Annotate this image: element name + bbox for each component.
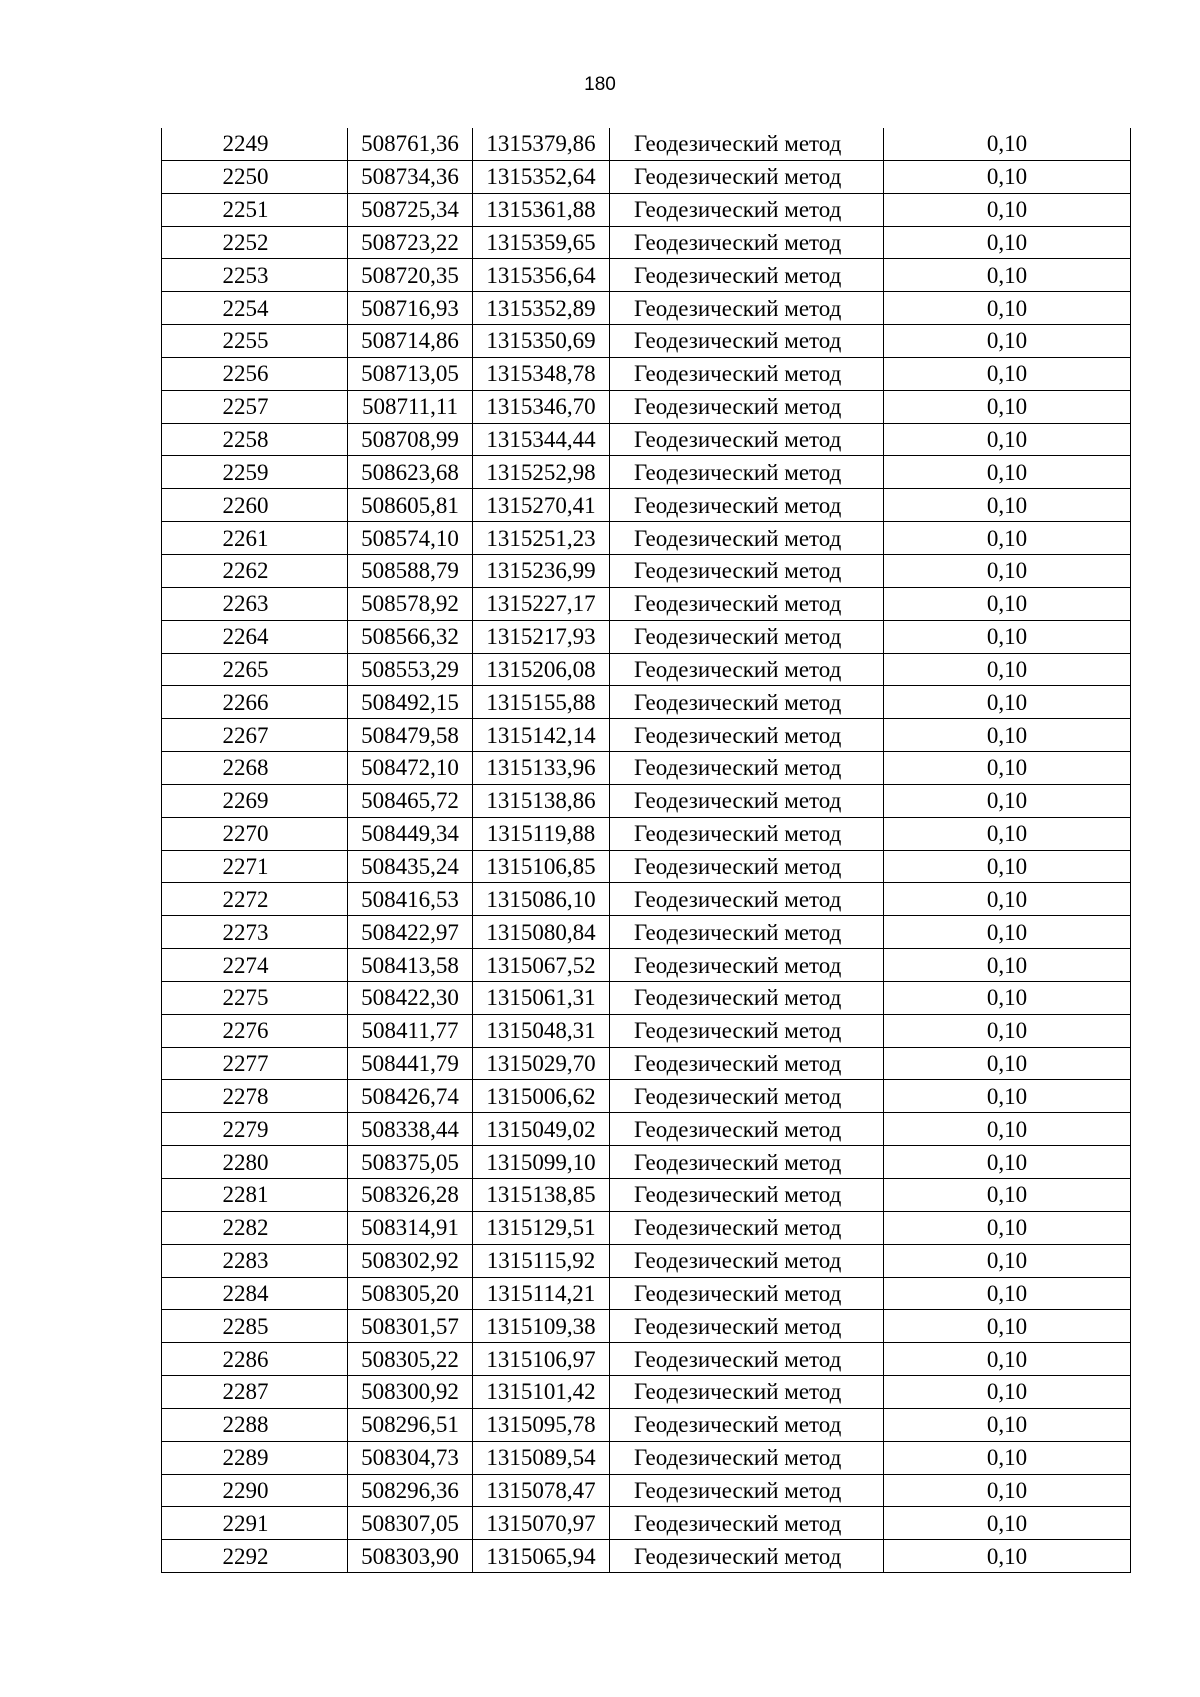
method-cell: Геодезический метод xyxy=(610,423,884,456)
point-number-cell: 2272 xyxy=(162,883,348,916)
y-coordinate-cell: 1315236,99 xyxy=(473,554,610,587)
x-coordinate-cell: 508449,34 xyxy=(348,817,473,850)
x-coordinate-cell: 508479,58 xyxy=(348,719,473,752)
point-number-cell: 2265 xyxy=(162,653,348,686)
method-cell: Геодезический метод xyxy=(610,1080,884,1113)
table-row xyxy=(162,1179,1131,1212)
method-cell: Геодезический метод xyxy=(610,160,884,193)
point-number-cell: 2277 xyxy=(162,1047,348,1080)
y-coordinate-cell: 1315138,85 xyxy=(473,1179,610,1212)
accuracy-cell: 0,10 xyxy=(884,1014,1131,1047)
point-number-cell: 2286 xyxy=(162,1343,348,1376)
x-coordinate-cell: 508411,77 xyxy=(348,1014,473,1047)
method-cell: Геодезический метод xyxy=(610,193,884,226)
accuracy-cell: 0,10 xyxy=(884,1408,1131,1441)
accuracy-cell: 0,10 xyxy=(884,128,1131,160)
y-coordinate-cell: 1315352,89 xyxy=(473,292,610,325)
x-coordinate-cell: 508574,10 xyxy=(348,522,473,555)
accuracy-cell: 0,10 xyxy=(884,325,1131,358)
method-cell: Геодезический метод xyxy=(610,292,884,325)
accuracy-cell: 0,10 xyxy=(884,916,1131,949)
method-cell: Геодезический метод xyxy=(610,1211,884,1244)
point-number-cell: 2273 xyxy=(162,916,348,949)
table-row xyxy=(162,193,1131,226)
x-coordinate-cell: 508416,53 xyxy=(348,883,473,916)
method-cell: Геодезический метод xyxy=(610,719,884,752)
x-coordinate-cell: 508720,35 xyxy=(348,259,473,292)
table-row xyxy=(162,226,1131,259)
point-number-cell: 2290 xyxy=(162,1474,348,1507)
accuracy-cell: 0,10 xyxy=(884,1376,1131,1409)
x-coordinate-cell: 508326,28 xyxy=(348,1179,473,1212)
y-coordinate-cell: 1315115,92 xyxy=(473,1244,610,1277)
accuracy-cell: 0,10 xyxy=(884,752,1131,785)
x-coordinate-cell: 508605,81 xyxy=(348,489,473,522)
accuracy-cell: 0,10 xyxy=(884,456,1131,489)
method-cell: Геодезический метод xyxy=(610,653,884,686)
method-cell: Геодезический метод xyxy=(610,883,884,916)
accuracy-cell: 0,10 xyxy=(884,226,1131,259)
y-coordinate-cell: 1315348,78 xyxy=(473,357,610,390)
table-row xyxy=(162,1211,1131,1244)
method-cell: Геодезический метод xyxy=(610,1343,884,1376)
point-number-cell: 2276 xyxy=(162,1014,348,1047)
x-coordinate-cell: 508734,36 xyxy=(348,160,473,193)
accuracy-cell: 0,10 xyxy=(884,1540,1131,1573)
accuracy-cell: 0,10 xyxy=(884,1244,1131,1277)
x-coordinate-cell: 508296,51 xyxy=(348,1408,473,1441)
table-row xyxy=(162,1540,1131,1573)
x-coordinate-cell: 508296,36 xyxy=(348,1474,473,1507)
y-coordinate-cell: 1315356,64 xyxy=(473,259,610,292)
point-number-cell: 2255 xyxy=(162,325,348,358)
y-coordinate-cell: 1315252,98 xyxy=(473,456,610,489)
x-coordinate-cell: 508761,36 xyxy=(348,128,473,160)
table-row xyxy=(162,1474,1131,1507)
x-coordinate-cell: 508566,32 xyxy=(348,620,473,653)
point-number-cell: 2275 xyxy=(162,981,348,1014)
point-number-cell: 2250 xyxy=(162,160,348,193)
x-coordinate-cell: 508716,93 xyxy=(348,292,473,325)
accuracy-cell: 0,10 xyxy=(884,850,1131,883)
point-number-cell: 2270 xyxy=(162,817,348,850)
table-row xyxy=(162,489,1131,522)
accuracy-cell: 0,10 xyxy=(884,423,1131,456)
table-row xyxy=(162,686,1131,719)
method-cell: Геодезический метод xyxy=(610,1113,884,1146)
accuracy-cell: 0,10 xyxy=(884,1179,1131,1212)
point-number-cell: 2291 xyxy=(162,1507,348,1540)
point-number-cell: 2254 xyxy=(162,292,348,325)
method-cell: Геодезический метод xyxy=(610,1441,884,1474)
method-cell: Геодезический метод xyxy=(610,325,884,358)
method-cell: Геодезический метод xyxy=(610,784,884,817)
x-coordinate-cell: 508338,44 xyxy=(348,1113,473,1146)
table-row xyxy=(162,325,1131,358)
point-number-cell: 2260 xyxy=(162,489,348,522)
y-coordinate-cell: 1315089,54 xyxy=(473,1441,610,1474)
method-cell: Геодезический метод xyxy=(610,522,884,555)
point-number-cell: 2264 xyxy=(162,620,348,653)
table-row xyxy=(162,357,1131,390)
x-coordinate-cell: 508422,97 xyxy=(348,916,473,949)
table-row xyxy=(162,522,1131,555)
method-cell: Геодезический метод xyxy=(610,1507,884,1540)
point-number-cell: 2262 xyxy=(162,554,348,587)
x-coordinate-cell: 508713,05 xyxy=(348,357,473,390)
accuracy-cell: 0,10 xyxy=(884,1211,1131,1244)
method-cell: Геодезический метод xyxy=(610,489,884,522)
accuracy-cell: 0,10 xyxy=(884,653,1131,686)
table-row xyxy=(162,620,1131,653)
accuracy-cell: 0,10 xyxy=(884,686,1131,719)
accuracy-cell: 0,10 xyxy=(884,1146,1131,1179)
y-coordinate-cell: 1315217,93 xyxy=(473,620,610,653)
x-coordinate-cell: 508553,29 xyxy=(348,653,473,686)
x-coordinate-cell: 508304,73 xyxy=(348,1441,473,1474)
point-number-cell: 2259 xyxy=(162,456,348,489)
point-number-cell: 2266 xyxy=(162,686,348,719)
x-coordinate-cell: 508723,22 xyxy=(348,226,473,259)
table-row xyxy=(162,1441,1131,1474)
method-cell: Геодезический метод xyxy=(610,259,884,292)
point-number-cell: 2258 xyxy=(162,423,348,456)
y-coordinate-cell: 1315138,86 xyxy=(473,784,610,817)
table-row xyxy=(162,259,1131,292)
y-coordinate-cell: 1315049,02 xyxy=(473,1113,610,1146)
accuracy-cell: 0,10 xyxy=(884,259,1131,292)
accuracy-cell: 0,10 xyxy=(884,292,1131,325)
x-coordinate-cell: 508303,90 xyxy=(348,1540,473,1573)
table-row xyxy=(162,752,1131,785)
accuracy-cell: 0,10 xyxy=(884,784,1131,817)
point-number-cell: 2285 xyxy=(162,1310,348,1343)
point-number-cell: 2271 xyxy=(162,850,348,883)
x-coordinate-cell: 508426,74 xyxy=(348,1080,473,1113)
table-row xyxy=(162,949,1131,982)
table-row xyxy=(162,1277,1131,1310)
table-row xyxy=(162,1507,1131,1540)
y-coordinate-cell: 1315080,84 xyxy=(473,916,610,949)
coordinates-table xyxy=(161,128,1131,1573)
accuracy-cell: 0,10 xyxy=(884,1441,1131,1474)
y-coordinate-cell: 1315101,42 xyxy=(473,1376,610,1409)
point-number-cell: 2283 xyxy=(162,1244,348,1277)
table-row xyxy=(162,981,1131,1014)
y-coordinate-cell: 1315106,97 xyxy=(473,1343,610,1376)
point-number-cell: 2278 xyxy=(162,1080,348,1113)
point-number-cell: 2279 xyxy=(162,1113,348,1146)
y-coordinate-cell: 1315270,41 xyxy=(473,489,610,522)
y-coordinate-cell: 1315133,96 xyxy=(473,752,610,785)
point-number-cell: 2253 xyxy=(162,259,348,292)
method-cell: Геодезический метод xyxy=(610,1146,884,1179)
point-number-cell: 2292 xyxy=(162,1540,348,1573)
x-coordinate-cell: 508578,92 xyxy=(348,587,473,620)
x-coordinate-cell: 508711,11 xyxy=(348,390,473,423)
method-cell: Геодезический метод xyxy=(610,949,884,982)
method-cell: Геодезический метод xyxy=(610,1376,884,1409)
method-cell: Геодезический метод xyxy=(610,1474,884,1507)
accuracy-cell: 0,10 xyxy=(884,1343,1131,1376)
accuracy-cell: 0,10 xyxy=(884,587,1131,620)
accuracy-cell: 0,10 xyxy=(884,357,1131,390)
point-number-cell: 2261 xyxy=(162,522,348,555)
accuracy-cell: 0,10 xyxy=(884,981,1131,1014)
method-cell: Геодезический метод xyxy=(610,850,884,883)
x-coordinate-cell: 508301,57 xyxy=(348,1310,473,1343)
accuracy-cell: 0,10 xyxy=(884,390,1131,423)
method-cell: Геодезический метод xyxy=(610,916,884,949)
y-coordinate-cell: 1315352,64 xyxy=(473,160,610,193)
table-row xyxy=(162,456,1131,489)
accuracy-cell: 0,10 xyxy=(884,160,1131,193)
y-coordinate-cell: 1315029,70 xyxy=(473,1047,610,1080)
method-cell: Геодезический метод xyxy=(610,981,884,1014)
table-row xyxy=(162,1146,1131,1179)
x-coordinate-cell: 508725,34 xyxy=(348,193,473,226)
point-number-cell: 2251 xyxy=(162,193,348,226)
accuracy-cell: 0,10 xyxy=(884,522,1131,555)
accuracy-cell: 0,10 xyxy=(884,1047,1131,1080)
method-cell: Геодезический метод xyxy=(610,226,884,259)
accuracy-cell: 0,10 xyxy=(884,949,1131,982)
y-coordinate-cell: 1315350,69 xyxy=(473,325,610,358)
accuracy-cell: 0,10 xyxy=(884,1277,1131,1310)
x-coordinate-cell: 508413,58 xyxy=(348,949,473,982)
accuracy-cell: 0,10 xyxy=(884,1310,1131,1343)
table-row xyxy=(162,719,1131,752)
y-coordinate-cell: 1315227,17 xyxy=(473,587,610,620)
accuracy-cell: 0,10 xyxy=(884,554,1131,587)
x-coordinate-cell: 508708,99 xyxy=(348,423,473,456)
method-cell: Геодезический метод xyxy=(610,1540,884,1573)
table-row xyxy=(162,817,1131,850)
table-row xyxy=(162,423,1131,456)
table-row xyxy=(162,850,1131,883)
method-cell: Геодезический метод xyxy=(610,686,884,719)
accuracy-cell: 0,10 xyxy=(884,489,1131,522)
method-cell: Геодезический метод xyxy=(610,620,884,653)
y-coordinate-cell: 1315129,51 xyxy=(473,1211,610,1244)
table-row xyxy=(162,160,1131,193)
y-coordinate-cell: 1315109,38 xyxy=(473,1310,610,1343)
y-coordinate-cell: 1315070,97 xyxy=(473,1507,610,1540)
method-cell: Геодезический метод xyxy=(610,456,884,489)
method-cell: Геодезический метод xyxy=(610,817,884,850)
point-number-cell: 2281 xyxy=(162,1179,348,1212)
table-row xyxy=(162,1343,1131,1376)
x-coordinate-cell: 508492,15 xyxy=(348,686,473,719)
y-coordinate-cell: 1315361,88 xyxy=(473,193,610,226)
x-coordinate-cell: 508305,20 xyxy=(348,1277,473,1310)
point-number-cell: 2263 xyxy=(162,587,348,620)
y-coordinate-cell: 1315086,10 xyxy=(473,883,610,916)
y-coordinate-cell: 1315206,08 xyxy=(473,653,610,686)
table-row xyxy=(162,390,1131,423)
point-number-cell: 2252 xyxy=(162,226,348,259)
method-cell: Геодезический метод xyxy=(610,1244,884,1277)
point-number-cell: 2249 xyxy=(162,128,348,160)
method-cell: Геодезический метод xyxy=(610,357,884,390)
accuracy-cell: 0,10 xyxy=(884,1080,1131,1113)
method-cell: Геодезический метод xyxy=(610,128,884,160)
y-coordinate-cell: 1315114,21 xyxy=(473,1277,610,1310)
table-row xyxy=(162,784,1131,817)
y-coordinate-cell: 1315078,47 xyxy=(473,1474,610,1507)
method-cell: Геодезический метод xyxy=(610,752,884,785)
point-number-cell: 2257 xyxy=(162,390,348,423)
x-coordinate-cell: 508623,68 xyxy=(348,456,473,489)
x-coordinate-cell: 508422,30 xyxy=(348,981,473,1014)
method-cell: Геодезический метод xyxy=(610,1014,884,1047)
y-coordinate-cell: 1315359,65 xyxy=(473,226,610,259)
table-row xyxy=(162,587,1131,620)
accuracy-cell: 0,10 xyxy=(884,620,1131,653)
point-number-cell: 2280 xyxy=(162,1146,348,1179)
point-number-cell: 2284 xyxy=(162,1277,348,1310)
x-coordinate-cell: 508435,24 xyxy=(348,850,473,883)
y-coordinate-cell: 1315067,52 xyxy=(473,949,610,982)
y-coordinate-cell: 1315095,78 xyxy=(473,1408,610,1441)
method-cell: Геодезический метод xyxy=(610,1047,884,1080)
y-coordinate-cell: 1315346,70 xyxy=(473,390,610,423)
table-row xyxy=(162,1310,1131,1343)
table-row xyxy=(162,1047,1131,1080)
x-coordinate-cell: 508314,91 xyxy=(348,1211,473,1244)
x-coordinate-cell: 508714,86 xyxy=(348,325,473,358)
y-coordinate-cell: 1315142,14 xyxy=(473,719,610,752)
x-coordinate-cell: 508472,10 xyxy=(348,752,473,785)
y-coordinate-cell: 1315251,23 xyxy=(473,522,610,555)
accuracy-cell: 0,10 xyxy=(884,1507,1131,1540)
y-coordinate-cell: 1315061,31 xyxy=(473,981,610,1014)
y-coordinate-cell: 1315099,10 xyxy=(473,1146,610,1179)
y-coordinate-cell: 1315119,88 xyxy=(473,817,610,850)
method-cell: Геодезический метод xyxy=(610,587,884,620)
point-number-cell: 2256 xyxy=(162,357,348,390)
y-coordinate-cell: 1315344,44 xyxy=(473,423,610,456)
table-row xyxy=(162,883,1131,916)
table-row xyxy=(162,128,1131,160)
table-row xyxy=(162,916,1131,949)
point-number-cell: 2287 xyxy=(162,1376,348,1409)
method-cell: Геодезический метод xyxy=(610,1408,884,1441)
point-number-cell: 2282 xyxy=(162,1211,348,1244)
y-coordinate-cell: 1315106,85 xyxy=(473,850,610,883)
x-coordinate-cell: 508588,79 xyxy=(348,554,473,587)
y-coordinate-cell: 1315048,31 xyxy=(473,1014,610,1047)
x-coordinate-cell: 508300,92 xyxy=(348,1376,473,1409)
table-row xyxy=(162,653,1131,686)
table-row xyxy=(162,1408,1131,1441)
x-coordinate-cell: 508375,05 xyxy=(348,1146,473,1179)
y-coordinate-cell: 1315379,86 xyxy=(473,128,610,160)
coordinates-table-body xyxy=(162,128,1131,1573)
point-number-cell: 2269 xyxy=(162,784,348,817)
accuracy-cell: 0,10 xyxy=(884,193,1131,226)
point-number-cell: 2289 xyxy=(162,1441,348,1474)
table-row xyxy=(162,1080,1131,1113)
x-coordinate-cell: 508307,05 xyxy=(348,1507,473,1540)
accuracy-cell: 0,10 xyxy=(884,817,1131,850)
method-cell: Геодезический метод xyxy=(610,554,884,587)
y-coordinate-cell: 1315155,88 xyxy=(473,686,610,719)
x-coordinate-cell: 508305,22 xyxy=(348,1343,473,1376)
table-row xyxy=(162,1376,1131,1409)
table-row xyxy=(162,1244,1131,1277)
point-number-cell: 2274 xyxy=(162,949,348,982)
table-row xyxy=(162,292,1131,325)
accuracy-cell: 0,10 xyxy=(884,883,1131,916)
x-coordinate-cell: 508302,92 xyxy=(348,1244,473,1277)
accuracy-cell: 0,10 xyxy=(884,1113,1131,1146)
point-number-cell: 2268 xyxy=(162,752,348,785)
x-coordinate-cell: 508441,79 xyxy=(348,1047,473,1080)
method-cell: Геодезический метод xyxy=(610,1179,884,1212)
point-number-cell: 2267 xyxy=(162,719,348,752)
point-number-cell: 2288 xyxy=(162,1408,348,1441)
y-coordinate-cell: 1315006,62 xyxy=(473,1080,610,1113)
y-coordinate-cell: 1315065,94 xyxy=(473,1540,610,1573)
x-coordinate-cell: 508465,72 xyxy=(348,784,473,817)
method-cell: Геодезический метод xyxy=(610,1310,884,1343)
accuracy-cell: 0,10 xyxy=(884,719,1131,752)
table-row xyxy=(162,554,1131,587)
accuracy-cell: 0,10 xyxy=(884,1474,1131,1507)
method-cell: Геодезический метод xyxy=(610,1277,884,1310)
method-cell: Геодезический метод xyxy=(610,390,884,423)
page-number: 180 xyxy=(584,74,616,95)
table-row xyxy=(162,1014,1131,1047)
table-row xyxy=(162,1113,1131,1146)
